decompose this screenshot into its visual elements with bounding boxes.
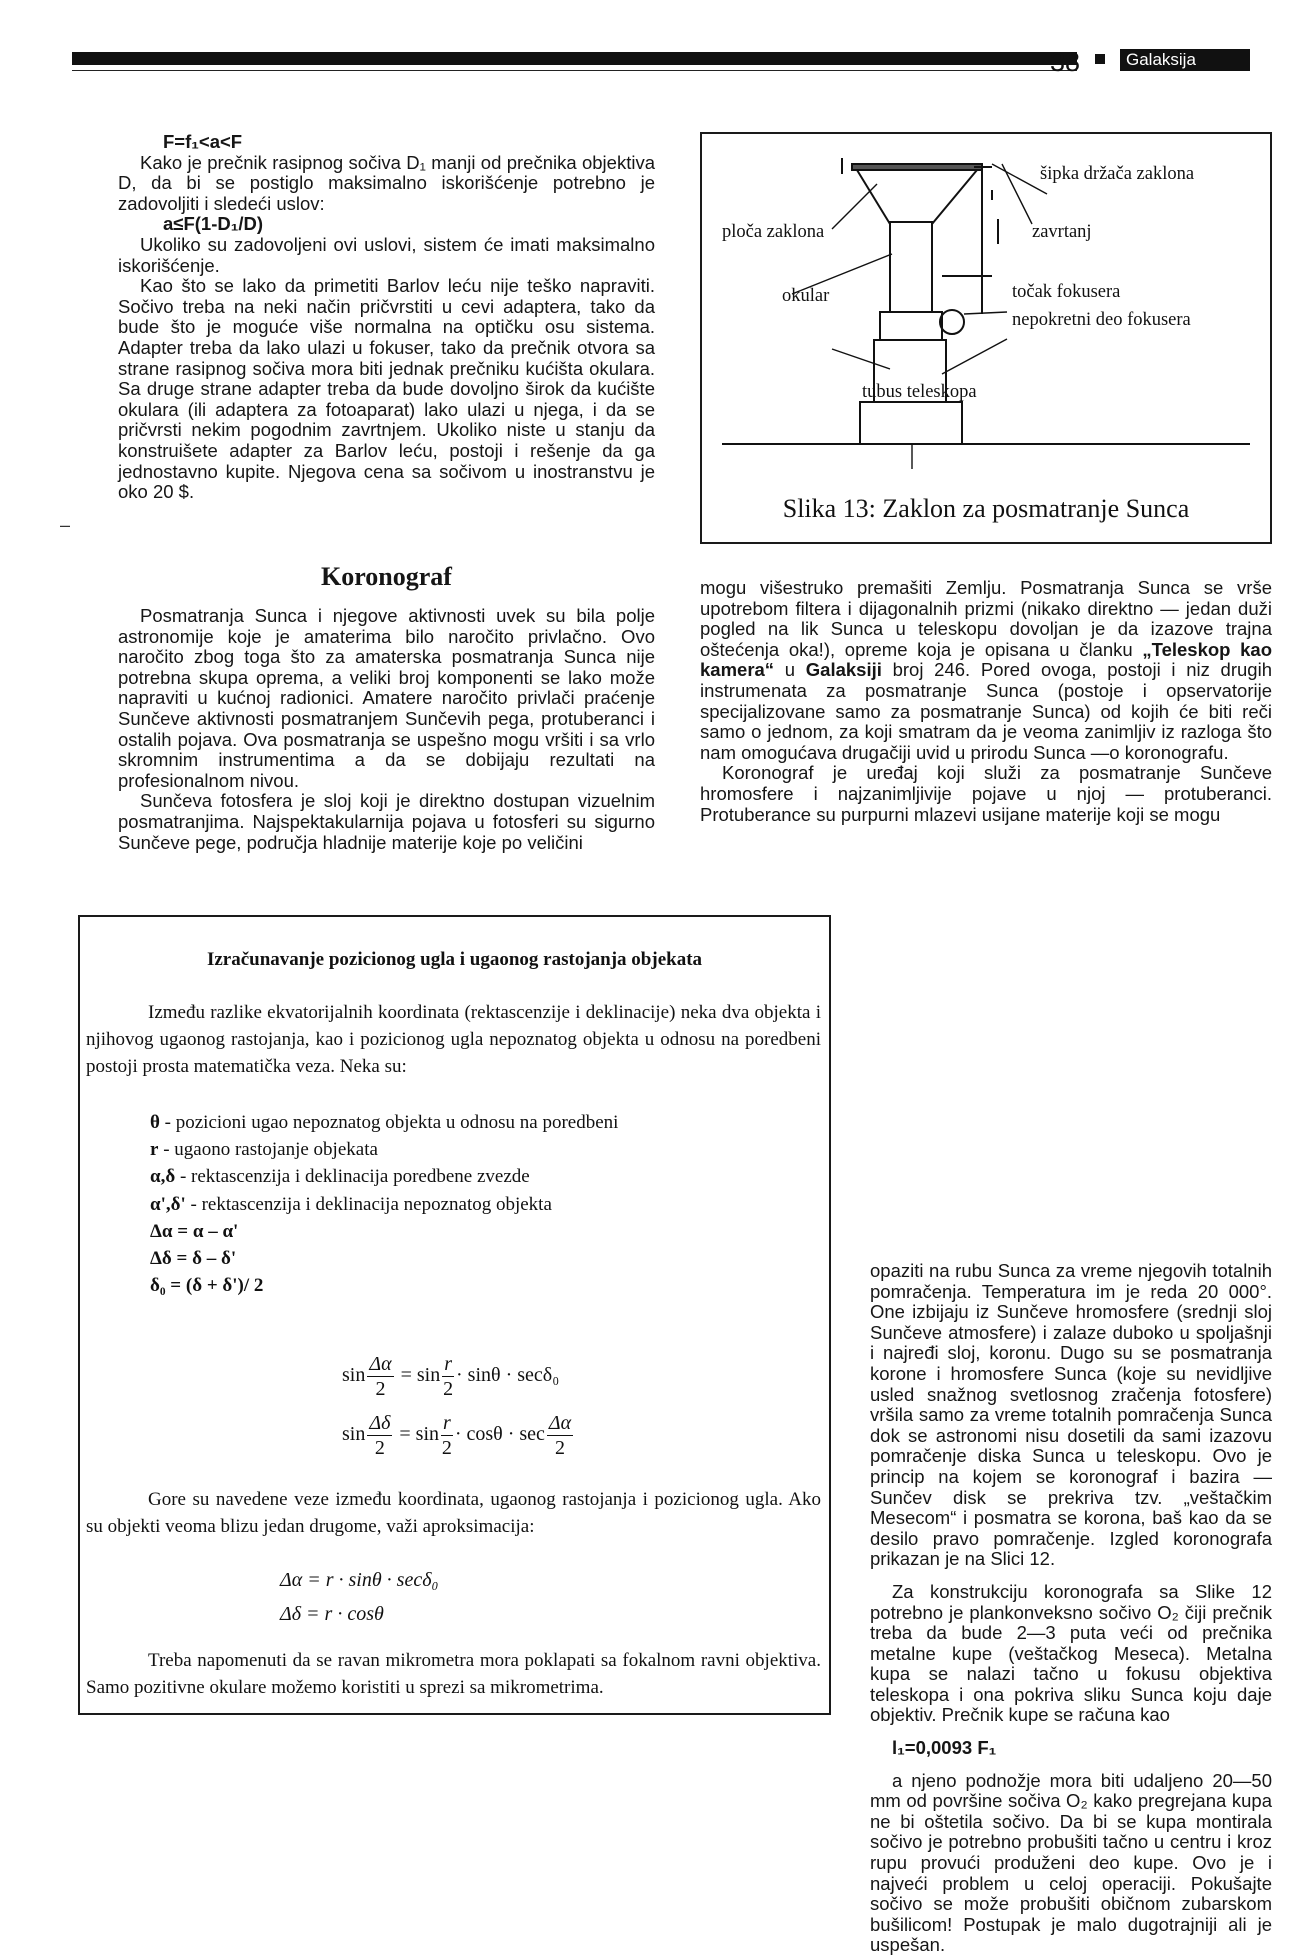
paragraph: Kako je prečnik rasipnog sočiva D₁ manji od prečnika objektiva D, da bi se postiglo maksimalno iskorišćenje potrebno je zadovoljiti i sledeći uslov: <box>118 151 655 214</box>
header-bullet <box>1095 54 1105 64</box>
box-title: Izračunavanje pozicionog ugla i ugaonog rastojanja objekata <box>206 949 703 970</box>
equation-2 <box>342 1411 662 1460</box>
definition-symbol: δ₀ = (δ + δ')/ 2 <box>150 1275 264 1297</box>
frac-den: 2 <box>374 1437 385 1459</box>
box-paragraph <box>86 1486 821 1540</box>
approx-equation-1: Δα = r · sinθ · secδ₀ <box>280 1569 439 1591</box>
frac-den: 2 <box>443 1378 454 1400</box>
sidebar-box <box>78 915 831 1715</box>
box-paragraph-text: Gore su navedene veze između koordinata, ugaonog rastojanja i pozicionog ugla. Ako su objekti veoma blizu jedan drugome, važi aproksimacija: <box>86 1489 821 1537</box>
eq-sign: = sin <box>400 1364 441 1387</box>
paragraph: a njeno podnožje mora biti udaljeno 20—50 mm od površine sočiva O₂ kako pregrejana kupa ne bi oštetila sočivo. Da bi se kupa montirala sočivo je potrebno probušiti tačno u centru i kroz rupu provući produženi deo kupe. Ovo je i najveći problem u celoj operaciji. Pokušajte sočivo se može probušiti običnom zubarskom bušilicom! Postupak je malo dugotrajniji ali je uspešan. <box>870 1769 1272 1956</box>
box-note <box>86 1647 821 1701</box>
approx-equation-2: Δδ = r · cosθ <box>280 1603 384 1625</box>
label-plate: ploča zaklona <box>722 222 825 242</box>
eq-mid: · cosθ · sec <box>454 1423 545 1446</box>
label-eyepiece: okular <box>782 286 830 306</box>
label-tube: tubus teleskopa <box>862 382 977 402</box>
frac-num: Δα <box>369 1353 392 1375</box>
page-number: 38 <box>1050 47 1081 77</box>
article-reference: „Teleskop kao kamera“ <box>700 638 1273 681</box>
text-run: broj 246. Pored ovoga, postoji i niz drugih instrumenata za posmatranje Sunca (postoje i opservatorije specijalizovane samo za posmatranje Sunca) od kojih će biti reči samo o jednom, za koji smatram da je veoma zanimljiv iz razloga što nam omogućava drugačiji uvid u prirodu Sunca —o koronografu. <box>700 659 1272 763</box>
definition-symbol: α,δ <box>150 1166 176 1188</box>
label-fixed-focuser: nepokretni deo fokusera <box>1012 310 1191 330</box>
magazine-name: Galaksija <box>1120 49 1250 71</box>
equation-1 <box>342 1352 662 1401</box>
label-rod: šipka držača zaklona <box>1040 164 1195 184</box>
label-screw: zavrtanj <box>1032 222 1092 242</box>
box-note-text: Treba napomenuti da se ravan mikrometra mora poklapati sa fokalnom ravni objektiva. Samo pozitivne okulare možemo koristiti u sprezi sa mikrometrima. <box>86 1650 821 1698</box>
paragraph: Za konstrukciju koronografa sa Slike 12 potrebno je plankonveksno sočivo O₂ čiji prečnik treba da bude 2—3 puta veći od prečnika metalne kupe (veštačkog Meseca). Metalna kupa se nalazi tačno u fokusu objektiva teleskopa i ona pokriva sliku Sunca koju daje objektiv. Prečnik kupe se računa kao <box>870 1580 1272 1726</box>
frac-num: r <box>443 1412 451 1434</box>
figure-13 <box>700 132 1272 544</box>
left-top-column <box>118 132 655 503</box>
definition-row <box>150 1136 790 1163</box>
definition-text: - ugaono rastojanje objekata <box>158 1139 378 1161</box>
frac-den: 2 <box>375 1378 386 1400</box>
frac-num: Δδ <box>369 1412 391 1434</box>
definition-symbol: r <box>150 1139 159 1161</box>
fraction <box>547 1411 573 1460</box>
fraction <box>441 1411 453 1460</box>
fraction <box>367 1411 392 1460</box>
text-run: mogu višestruko premašiti Zemlju. Posmatranja Sunca se vrše upotrebom filtera i dijagonalnih prizmi (nikako direktno — jedan duži pogled na lik Sunca u teleskopu dovoljan je da izazove trajna oštećenja oka!), opreme koja je opisana u članku <box>700 577 1272 660</box>
definition-symbol: α',δ' <box>150 1193 186 1215</box>
figure-caption: Slika 13: Zaklon za posmatranje Sunca <box>782 494 1190 523</box>
definition-text: - rektascenzija i deklinacija nepoznatog objekta <box>185 1193 552 1215</box>
definition-row <box>150 1245 790 1272</box>
definition-row <box>150 1109 790 1136</box>
formula-f: F=f₁<a<F <box>163 131 243 152</box>
formula-a: a≤F(1-D₁/D) <box>163 213 264 235</box>
right-column <box>700 578 1272 825</box>
eq-tail: · sinθ · secδ₀ <box>456 1364 560 1387</box>
eq-sign: = sin <box>399 1423 440 1446</box>
section-title: Koronograf <box>321 562 452 591</box>
definition-row <box>150 1191 790 1218</box>
box-intro-text: Između razlike ekvatorijalnih koordinata (rektascenzije i deklinacije) neka dva objekta i njihovog ugaonog rastojanja, kao i pozicionog ugla nepoznatog objekta u odnosu na poredbeni postoji prosta matematička veza. Neka su: <box>86 1002 821 1077</box>
paragraph: Koronograf je uređaj koji služi za posmatranje Sunčeve hromosfere i najzanimljivije pojave u njoj — protuberanci. Protuberance su purpurni mlazevi usijane materije koji se mogu <box>700 762 1272 825</box>
left-mid-column <box>118 606 655 853</box>
margin-mark: – <box>60 515 71 535</box>
definition-symbol: Δα = α – α' <box>150 1220 239 1242</box>
definition-symbol: Δδ = δ – δ' <box>150 1248 237 1270</box>
definition-row <box>150 1272 790 1299</box>
eq-fn: sin <box>342 1364 366 1387</box>
box-intro <box>86 999 821 1080</box>
paragraph: Kao što se lako da primetiti Barlov leću nije teško napraviti. Sočivo treba na neki način pričvrstiti u cevi adaptera, tako da bude što je moguće više normalna na optičku osu sistema. Adapter treba da lako ulazi u fokuser, tako da prečnik otvora sa strane rasipnog sočiva mora biti jednak prečniku kućišta okulara. Sa druge strane adapter treba da bude dovoljno širok da kućište okulara (ili adaptera za fotoaparat) lako ulazi u njega, i da se pričvrsti nekim pogodnim zavrtnjem. Ukoliko niste u stanju da konstruišete adapter za Barlov leću, postoji i rešenje da ga jednostavno kupite. Njegova cena sa sočivom u inostranstvu je oko 20 $. <box>118 275 655 503</box>
solar-shield-diagram <box>702 134 1270 542</box>
frac-num: Δα <box>548 1412 572 1434</box>
definition-text: - rektascenzija i deklinacija poredbene zvezde <box>175 1166 530 1188</box>
definition-row <box>150 1218 790 1245</box>
magazine-reference: Galaksiji <box>805 659 882 681</box>
fraction <box>367 1352 393 1401</box>
header-rule-thick <box>72 52 1077 65</box>
eq-fn: sin <box>342 1423 366 1446</box>
definition-text: - pozicioni ugao nepoznatog objekta u odnosu na poredbeni <box>159 1112 619 1133</box>
definition-list <box>150 1109 790 1299</box>
definition-row <box>150 1163 790 1190</box>
definition-symbol: θ <box>150 1112 160 1133</box>
text-run: u <box>774 659 806 681</box>
frac-den: 2 <box>555 1437 566 1459</box>
formula-l1: l₁=0,0093 F₁ <box>892 1737 997 1759</box>
paragraph: Posmatranja Sunca i njegove aktivnosti uvek su bila polje astronomije koje je amaterima bilo naročito privlačno. Ovo naročito zbog toga što za amaterska posmatranja Sunca nije potrebna skupa oprema, a veliki broj komponenti se lako može napraviti u kućnoj radionici. Amatere naročito privlači praćenje Sunčeve aktivnosti posmatranjem Sunčevih pega, protuberanci i ostalih pojava. Ova posmatranja se uspešno mogu vršiti i sa vrlo skromnim instrumentima a da se dobijaju rezultati na profesionalnom nivou. <box>118 605 655 791</box>
frac-num: r <box>444 1353 453 1375</box>
frac-den: 2 <box>441 1437 452 1459</box>
right-lower-column <box>870 1261 1272 1956</box>
paragraph: opaziti na rubu Sunca za vreme njegovih totalnih pomračenja. Temperatura im je reda 20 000°. One izbijaju iz Sunčeve hromosfere (srednji sloj Sunčeve atmosfere) i zalaze duboko u spoljašnji i najređi sloj, koronu. Dugo su se posmatranja korone i hromosfere Sunca (koje su nevidljive usled snažnog svetlosnog zračenja fotosfere) vršila samo za vreme totalnih pomračenja Sunca dok se astronomi nisu dosetili da sami izazovu pomračenje diska Sunca u teleskopu. Ovo je princip na kojem se koronograf i bazira — Sunčev disk se prekriva tzv. „veštačkim Mesecom“ i posmatra se korona, baš kao da se desilo pravo pomračenje. Izgled koronografa prikazan je na Slici 12. <box>870 1260 1272 1570</box>
header-rule-thin <box>72 70 1077 71</box>
paragraph: Ukoliko su zadovoljeni ovi uslovi, sistem će imati maksimalno iskorišćenje. <box>118 233 655 276</box>
label-focus-wheel: točak fokusera <box>1012 282 1121 302</box>
paragraph <box>700 578 1272 763</box>
paragraph: Sunčeva fotosfera je sloj koji je direktno dostupan vizuelnim posmatranjima. Najspektakularnija pojava u fotosferi su sigurno Sunčeve pege, područja hladnije materije koje po veličini <box>118 790 655 853</box>
fraction <box>442 1352 454 1401</box>
